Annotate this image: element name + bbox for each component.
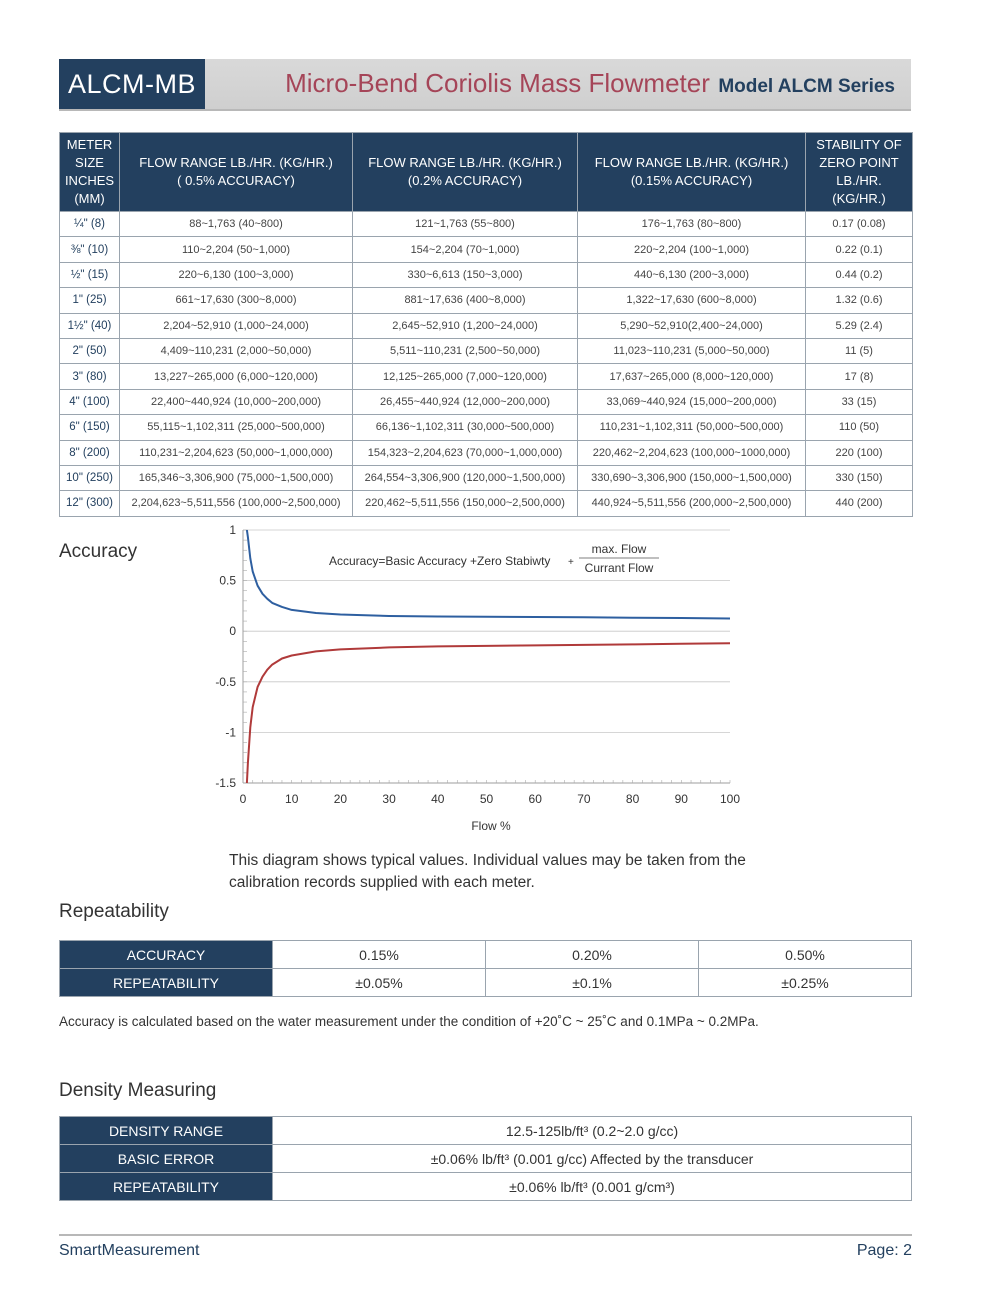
- flow-range-cell: 2,204,623~5,511,556 (100,000~2,500,000): [120, 491, 353, 516]
- meter-size-cell: 12" (300): [60, 491, 120, 516]
- flow-range-cell: 2,645~52,910 (1,200~24,000): [353, 313, 578, 338]
- chart-caption: This diagram shows typical values. Individual values may be taken from the calibration records supplied with each meter.: [229, 852, 746, 891]
- header-title: [285, 68, 895, 99]
- flow-range-cell: 220~2,204 (100~1,000): [578, 237, 806, 262]
- y-tick-label: 0: [229, 624, 236, 639]
- table-row: [60, 389, 913, 414]
- flow-range-cell: 13,227~265,000 (6,000~120,000): [120, 364, 353, 389]
- table-row: [60, 491, 913, 516]
- y-tick-label: -1: [225, 725, 236, 740]
- basic-error-value: ±0.06% lb/ft³ (0.001 g/cc) Affected by the transducer: [273, 1145, 912, 1173]
- accuracy-value: 0.20%: [486, 941, 699, 969]
- header-line: (0.15% ACCURACY): [630, 173, 753, 188]
- density-repeatability-label: REPEATABILITY: [60, 1173, 273, 1201]
- flow-range-cell: 440~6,130 (200~3,000): [578, 262, 806, 287]
- flow-range-cell: 264,554~3,306,900 (120,000~1,500,000): [353, 465, 578, 490]
- zero-stability-cell: 1.32 (0.6): [806, 288, 913, 313]
- flow-range-cell: 1,322~17,630 (600~8,000): [578, 288, 806, 313]
- x-tick-label: 40: [431, 792, 445, 806]
- table-row: [60, 288, 913, 313]
- accuracy-value: 0.15%: [273, 941, 486, 969]
- y-tick-labels: [215, 523, 236, 790]
- flow-range-cell: 154,323~2,204,623 (70,000~1,000,000): [353, 440, 578, 465]
- flow-range-table: [59, 132, 913, 517]
- flow-table-header-row: [60, 133, 913, 212]
- flow-range-cell: 55,115~1,102,311 (25,000~500,000): [120, 415, 353, 440]
- flow-range-cell: 4,409~110,231 (2,000~50,000): [120, 338, 353, 363]
- meter-size-cell: 4" (100): [60, 389, 120, 414]
- x-axis-label: Flow %: [471, 819, 511, 833]
- x-tick-label: 80: [625, 792, 640, 806]
- header-line: INCHES: [64, 173, 115, 188]
- repeatability-value: ±0.1%: [486, 969, 699, 997]
- flow-range-cell: 330~6,613 (150~3,000): [353, 262, 578, 287]
- header-zero-stability: [806, 133, 913, 212]
- meter-size-cell: 2" (50): [60, 338, 120, 363]
- flow-table-body: [60, 212, 913, 517]
- flow-range-cell: 176~1,763 (80~800): [578, 212, 806, 237]
- table-row: [60, 465, 913, 490]
- y-tick-label: 0.5: [219, 573, 236, 588]
- footer-brand: SmartMeasurement: [59, 1242, 200, 1259]
- density-range-value: 12.5-125lb/ft³ (0.2~2.0 g/cc): [273, 1117, 912, 1145]
- y-tick-label: -1.5: [215, 776, 236, 790]
- table-row: [60, 415, 913, 440]
- density-repeatability-value: ±0.06% lb/ft³ (0.001 g/cm³): [273, 1173, 912, 1201]
- table-row: [60, 969, 912, 997]
- table-row: [60, 338, 913, 363]
- x-tick-label: 50: [479, 792, 494, 806]
- y-tick-label: -0.5: [215, 674, 236, 689]
- zero-stability-cell: 440 (200): [806, 491, 913, 516]
- x-tick-label: 10: [285, 792, 299, 806]
- formula-text: Accuracy=Basic Accuracy +Zero Stabiwty: [329, 554, 551, 568]
- meter-size-cell: 6" (150): [60, 415, 120, 440]
- density-heading: Density Measuring: [59, 1080, 217, 1101]
- meter-size-cell: 8" (200): [60, 440, 120, 465]
- table-row: [60, 313, 913, 338]
- x-tick-label: 20: [333, 792, 348, 806]
- accuracy-chart: [200, 520, 760, 840]
- flow-range-cell: 154~2,204 (70~1,000): [353, 237, 578, 262]
- meter-size-cell: 3" (80): [60, 364, 120, 389]
- zero-stability-cell: 220 (100): [806, 440, 913, 465]
- repeatability-table: [59, 940, 912, 997]
- meter-size-cell: 10" (250): [60, 465, 120, 490]
- x-tick-label: 60: [528, 792, 542, 806]
- series-line-2: [247, 643, 730, 783]
- flow-range-cell: 33,069~440,924 (15,000~200,000): [578, 389, 806, 414]
- table-row: [60, 237, 913, 262]
- accuracy-heading: Accuracy: [59, 541, 138, 562]
- flow-range-cell: 26,455~440,924 (12,000~200,000): [353, 389, 578, 414]
- flow-range-cell: 22,400~440,924 (10,000~200,000): [120, 389, 353, 414]
- model-badge: ALCM-MB: [59, 59, 205, 109]
- zero-stability-cell: 0.17 (0.08): [806, 212, 913, 237]
- repeatability-value: ±0.05%: [273, 969, 486, 997]
- zero-stability-cell: 5.29 (2.4): [806, 313, 913, 338]
- meter-size-cell: 1½" (40): [60, 313, 120, 338]
- table-row: [60, 364, 913, 389]
- meter-size-cell: 1" (25): [60, 288, 120, 313]
- header-line: SIZE: [75, 155, 104, 170]
- flow-range-cell: 220,462~5,511,556 (150,000~2,500,000): [353, 491, 578, 516]
- header-line: FLOW RANGE LB./HR. (KG/HR.): [368, 155, 562, 170]
- flow-range-cell: 110,231~1,102,311 (50,000~500,000): [578, 415, 806, 440]
- flow-range-cell: 12,125~265,000 (7,000~120,000): [353, 364, 578, 389]
- zero-stability-cell: 17 (8): [806, 364, 913, 389]
- flow-range-cell: 220,462~2,204,623 (100,000~1000,000): [578, 440, 806, 465]
- x-tick-labels: [240, 792, 741, 806]
- meter-size-cell: ½" (15): [60, 262, 120, 287]
- header-line: (KG/HR.): [832, 191, 886, 206]
- table-row: [60, 212, 913, 237]
- table-row: [60, 440, 913, 465]
- page-header: [59, 59, 911, 111]
- flow-range-cell: 881~17,636 (400~8,000): [353, 288, 578, 313]
- formula-plus: +: [568, 557, 574, 568]
- accuracy-label: ACCURACY: [60, 941, 273, 969]
- zero-stability-cell: 110 (50): [806, 415, 913, 440]
- flow-range-cell: 11,023~110,231 (5,000~50,000): [578, 338, 806, 363]
- header-line: FLOW RANGE LB./HR. (KG/HR.): [594, 155, 789, 170]
- header-meter-size: [60, 133, 120, 212]
- table-row: [60, 1173, 912, 1201]
- density-range-label: DENSITY RANGE: [60, 1117, 273, 1145]
- flow-range-cell: 440,924~5,511,556 (200,000~2,500,000): [578, 491, 806, 516]
- flow-range-cell: 5,511~110,231 (2,500~50,000): [353, 338, 578, 363]
- density-table: [59, 1116, 912, 1201]
- footer-rule: [59, 1234, 912, 1236]
- header-flow-02: [353, 133, 578, 212]
- table-row: [60, 262, 913, 287]
- x-tick-label: 70: [577, 792, 591, 806]
- repeatability-value: ±0.25%: [699, 969, 912, 997]
- header-line: STABILITY OF: [816, 137, 902, 152]
- formula-numerator: max. Flow: [591, 542, 647, 556]
- zero-stability-cell: 33 (15): [806, 389, 913, 414]
- header-line: FLOW RANGE LB./HR. (KG/HR.): [139, 155, 333, 170]
- x-tick-label: 90: [674, 792, 688, 806]
- meter-size-cell: ⅜" (10): [60, 237, 120, 262]
- repeatability-label: REPEATABILITY: [60, 969, 273, 997]
- flow-range-cell: 121~1,763 (55~800): [353, 212, 578, 237]
- flow-range-cell: 661~17,630 (300~8,000): [120, 288, 353, 313]
- flow-range-cell: 5,290~52,910(2,400~24,000): [578, 313, 806, 338]
- product-title: Micro-Bend Coriolis Mass Flowmeter: [285, 68, 710, 98]
- meter-size-cell: ¼" (8): [60, 212, 120, 237]
- flow-range-cell: 88~1,763 (40~800): [120, 212, 353, 237]
- flow-range-cell: 165,346~3,306,900 (75,000~1,500,000): [120, 465, 353, 490]
- repeatability-heading: Repeatability: [59, 901, 169, 922]
- x-tick-label: 30: [382, 792, 396, 806]
- product-subtitle: Model ALCM Series: [718, 76, 895, 97]
- flow-range-cell: 110,231~2,204,623 (50,000~1,000,000): [120, 440, 353, 465]
- flow-range-cell: 330,690~3,306,900 (150,000~1,500,000): [578, 465, 806, 490]
- header-flow-015: [578, 133, 806, 212]
- formula-denominator: Currant Flow: [584, 561, 654, 575]
- flow-range-cell: 2,204~52,910 (1,000~24,000): [120, 313, 353, 338]
- flow-range-cell: 17,637~265,000 (8,000~120,000): [578, 364, 806, 389]
- accuracy-value: 0.50%: [699, 941, 912, 969]
- page-number: Page: 2: [856, 1242, 912, 1259]
- table-row: [60, 1117, 912, 1145]
- header-line: METER: [66, 137, 113, 152]
- table-row: [60, 941, 912, 969]
- accuracy-note: Accuracy is calculated based on the water measurement under the condition of +20˚C ~ 25˚C and 0.1MPa ~ 0.2MPa.: [59, 1014, 759, 1029]
- y-tick-label: 1: [229, 523, 236, 537]
- zero-stability-cell: 330 (150): [806, 465, 913, 490]
- series-line-1: [247, 530, 730, 619]
- flow-range-cell: 110~2,204 (50~1,000): [120, 237, 353, 262]
- x-tick-label: 100: [719, 792, 741, 806]
- table-row: [60, 1145, 912, 1173]
- header-line: (MM): [74, 191, 105, 206]
- header-line: (0.2% ACCURACY): [407, 173, 523, 188]
- zero-stability-cell: 0.44 (0.2): [806, 262, 913, 287]
- header-line: LB./HR.: [836, 173, 882, 188]
- flow-range-cell: 66,136~1,102,311 (30,000~500,000): [353, 415, 578, 440]
- flow-range-cell: 220~6,130 (100~3,000): [120, 262, 353, 287]
- basic-error-label: BASIC ERROR: [60, 1145, 273, 1173]
- header-line: ( 0.5% ACCURACY): [177, 173, 295, 188]
- zero-stability-cell: 0.22 (0.1): [806, 237, 913, 262]
- accuracy-formula: [329, 542, 659, 575]
- header-line: ZERO POINT: [819, 155, 899, 170]
- header-flow-05: [120, 133, 353, 212]
- zero-stability-cell: 11 (5): [806, 338, 913, 363]
- x-tick-label: 0: [239, 792, 247, 806]
